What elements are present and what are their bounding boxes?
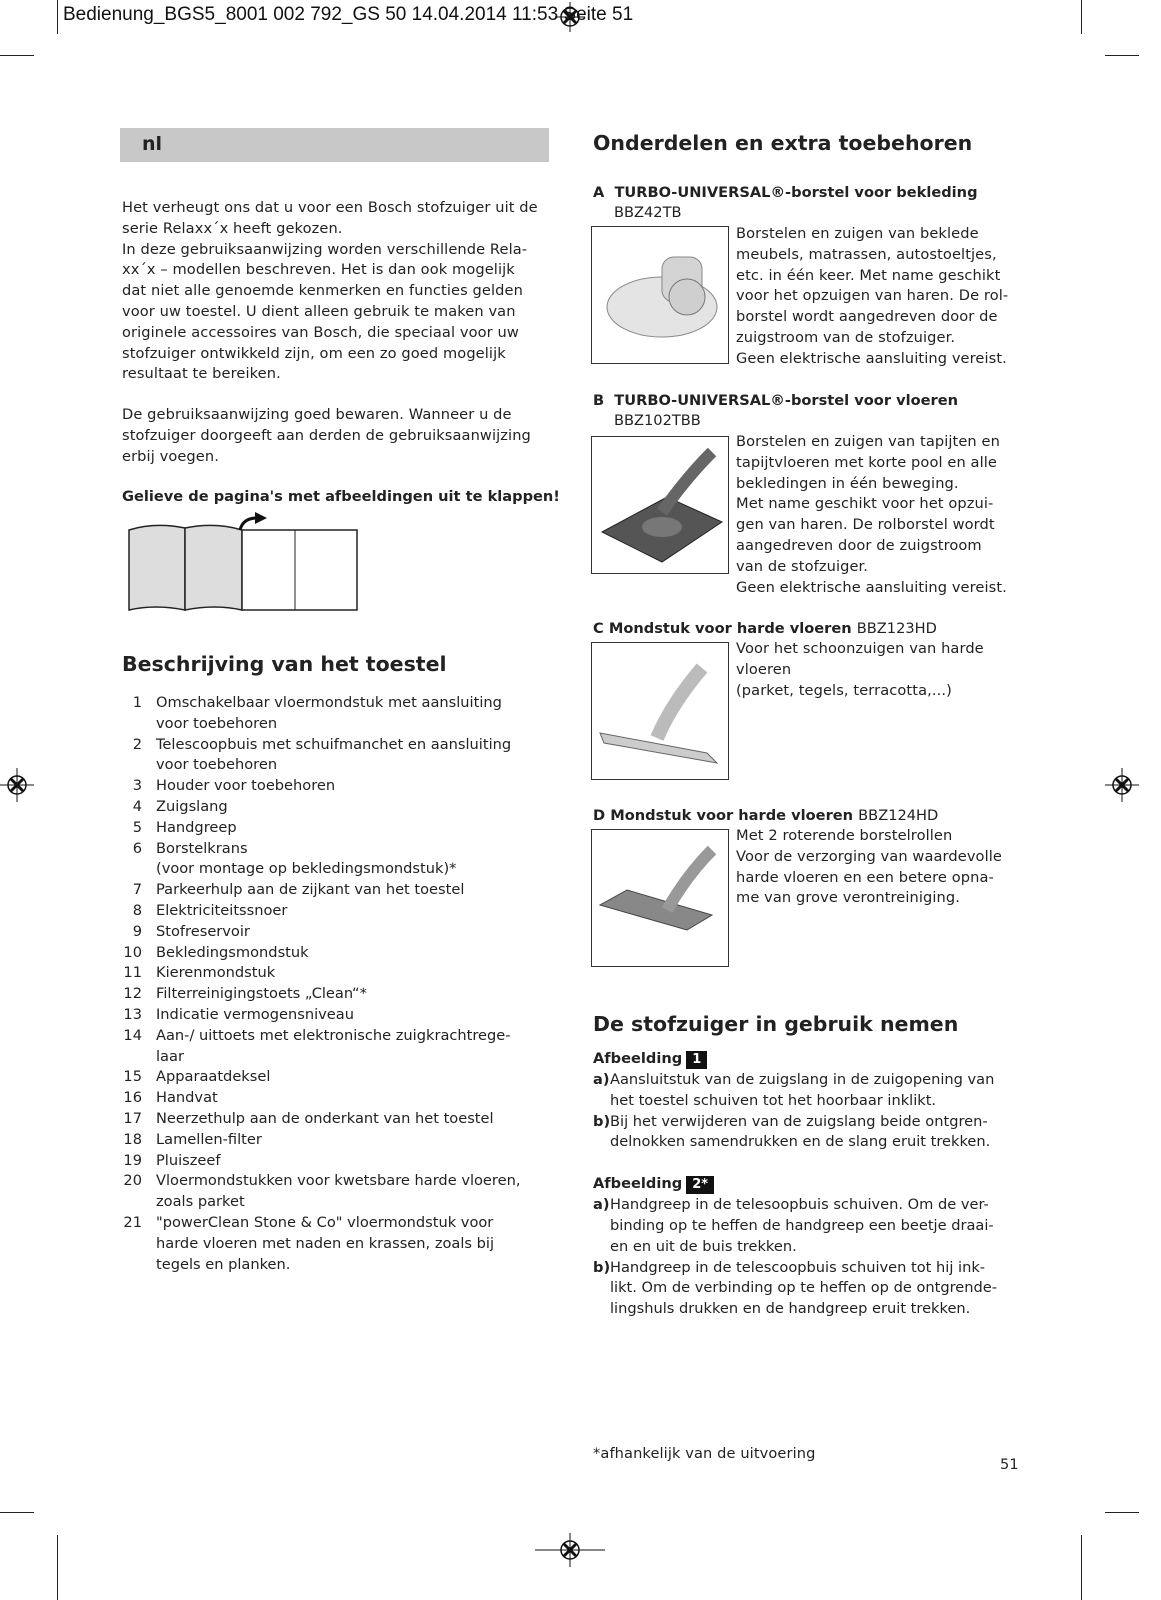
crop-mark [57,1535,58,1600]
print-header: Bedienung_BGS5_8001 002 792_GS 50 14.04.2014 11:53 Seite 51 [63,4,634,25]
list-item [122,797,552,818]
accessory-letter: B [593,392,605,409]
accessory-title [593,619,937,639]
item-text: Vloermondstukken voor kwetsbare harde vloeren, zoals parket [156,1172,521,1211]
item-number: 6 [132,839,142,857]
step-key: b) [593,1258,611,1276]
crop-mark [57,0,58,34]
accessory-image [591,829,729,967]
crop-mark [0,55,34,56]
figure-number-badge: 1 [686,1051,707,1069]
item-text: Houder voor toebehoren [156,777,336,795]
accessory-image [591,226,729,364]
item-number: 7 [132,881,142,899]
item-number: 3 [132,777,142,795]
accessory-name: TURBO-UNIVERSAL®-borstel voor bekleding [614,184,978,201]
item-number: 14 [123,1026,142,1044]
item-number: 15 [123,1068,142,1086]
list-item [122,943,552,964]
list-item [122,1067,552,1088]
step-text: Bij het verwijderen van de zuigslang beide ontgren- delnokken samendrukken en de slang eruit trekken. [610,1112,991,1151]
step [593,1112,1033,1154]
item-text: Parkeerhulp aan de zijkant van het toestel [156,881,465,899]
item-text: Filterreinigingstoets „Clean“* [156,985,367,1003]
list-item [122,839,552,881]
list-item [122,1088,552,1109]
item-number: 13 [123,1005,142,1023]
crop-mark [0,1512,34,1513]
accessory-description: Borstelen en zuigen van tapijten en tapijtvloeren met korte pool en alle bekledingen in één beweging. Met name geschikt voor het opzui- gen van haren. De rolborstel wordt aangedreven door de zuigstroom van de stofzuiger. Geen elektrische aansluiting vereist. [736,433,1007,596]
step-key: a) [593,1071,610,1088]
list-item [122,1026,552,1068]
registration-mark-icon [0,768,34,802]
item-text: Indicatie vermogensniveau [156,1005,354,1023]
step-key: b) [593,1112,611,1130]
list-item [122,818,552,839]
accessory-name: Mondstuk voor harde vloeren [608,620,852,637]
figure-heading [593,1048,1033,1070]
item-number: 17 [123,1109,142,1127]
language-bar [120,128,549,162]
step-text: Handgreep in de telescoopbuis schuiven tot hij ink- likt. Om de verbinding op te heffen op de ontgrende- lingshuls drukken en de handgreep eruit trekken. [610,1258,998,1318]
accessory-title [593,391,958,411]
item-number: 18 [123,1130,142,1148]
crop-mark [1081,0,1082,34]
crop-mark [1081,1535,1082,1600]
accessory-name: TURBO-UNIVERSAL®-borstel voor vloeren [614,392,959,409]
accessory-letter: C [593,620,604,637]
accessory-code: BBZ123HD [856,620,937,637]
registration-mark-icon [1105,768,1139,802]
item-text: Omschakelbaar vloermondstuk met aansluiting voor toebehoren [156,694,502,732]
step [593,1070,1033,1112]
crop-mark [1105,55,1139,56]
item-text: Stofreservoir [156,922,250,940]
item-number: 21 [123,1213,142,1231]
figure-instructions [593,1048,1033,1153]
list-item [122,901,552,922]
accessory-description: Met 2 roterende borstelrollen Voor de verzorging van waardevolle harde vloeren en een betere opna- me van grove verontreiniging. [736,827,1002,907]
item-text: "powerClean Stone & Co" vloermondstuk voor harde vloeren met naden en krassen, zoals bij tegels en planken. [156,1213,495,1273]
item-number: 9 [132,922,142,940]
list-item [122,1130,552,1151]
item-text: Lamellen-filter [156,1130,262,1148]
figure-number-badge: 2* [686,1176,714,1194]
item-number: 10 [123,943,142,961]
accessory-code: BBZ42TB [614,204,682,221]
registration-mark-icon [535,1533,605,1567]
item-text: Handgreep [156,818,237,836]
list-item [122,735,552,777]
item-text: Apparaatdeksel [156,1068,271,1086]
accessory-description: Borstelen en zuigen van beklede meubels, matrassen, autostoeltjes, etc. in één keer. Met name geschikt voor het opzuigen van haren. De rol- borstel wordt aangedreven door de zuigstroom van de stofzuiger. Geen elektrische aansluiting vereist. [736,225,1009,367]
item-number: 11 [123,964,142,982]
fold-out-pages-illustration [125,512,365,616]
item-text: Kierenmondstuk [156,964,276,982]
section-title: De stofzuiger in gebruik nemen [593,1012,959,1036]
item-number: 2 [132,735,142,753]
item-text: Zuigslang [156,797,228,815]
figure-heading [593,1173,1033,1195]
list-item [122,963,552,984]
item-text: Bekledingsmondstuk [156,943,309,961]
list-item [122,984,552,1005]
figure-label: Afbeelding [593,1175,683,1193]
crop-mark [1105,1512,1139,1513]
item-text: Handvat [156,1089,218,1107]
fold-notice: Gelieve de pagina's met afbeeldingen uit te klappen! [122,488,560,505]
list-item [122,922,552,943]
list-item [122,1151,552,1172]
language-tag: nl [142,133,163,155]
item-number: 5 [132,818,142,836]
item-number: 4 [132,797,142,815]
parts-list [122,693,552,1275]
item-text: Borstelkrans (voor montage op bekledingsmondstuk)* [156,839,457,878]
item-text: Telescoopbuis met schuifmanchet en aansluiting voor toebehoren [156,735,512,774]
figure-label: Afbeelding [593,1050,683,1067]
item-number: 1 [132,694,142,711]
step-key: a) [593,1196,610,1214]
item-text: Neerzethulp aan de onderkant van het toestel [156,1109,494,1127]
list-item [122,1213,552,1275]
step [593,1195,1033,1257]
list-item [122,1109,552,1130]
step-text: Aansluitstuk van de zuigslang in de zuigopening van het toestel schuiven tot het hoorbaar inklikt. [610,1071,995,1109]
usage-steps [593,1048,1033,1340]
accessory-image [591,436,729,574]
item-number: 8 [132,901,142,919]
accessory-description: Voor het schoonzuigen van harde vloeren (parket, tegels, terracotta,...) [736,640,984,699]
intro-paragraph: Het verheugt ons dat u voor een Bosch stofzuiger uit de serie Relaxx´x heeft gekozen. In deze gebruiksaanwijzing worden verschillende Rela- xx´x – modellen beschreven. Het is dan ook mogelijk dat niet alle genoemde kenmerken en functies gelden voor uw toestel. U dient alleen gebruik te maken van originele accessoires van Bosch, die speciaal voor uw stofzuiger ontwikkeld zijn, om een zo goed mogelijk resultaat te bereiken. [122,199,538,383]
step [593,1258,1033,1320]
accessory-image [591,642,729,780]
accessory-name: Mondstuk voor harde vloeren [610,807,854,824]
accessory-code: BBZ124HD [858,807,939,824]
item-number: 19 [123,1151,142,1169]
accessory-title [593,183,978,203]
section-title: Beschrijving van het toestel [122,652,447,676]
list-item [122,776,552,797]
list-item [122,1005,552,1026]
item-number: 20 [123,1172,142,1190]
item-text: Elektriciteitssnoer [156,901,288,919]
item-number: 16 [123,1089,142,1107]
accessory-title [593,806,938,826]
page-number: 51 [1000,1456,1019,1473]
item-text: Pluiszeef [156,1151,221,1169]
footnote: *afhankelijk van de uitvoering [593,1445,816,1462]
accessory-code: BBZ102TBB [614,412,701,429]
intro-paragraph: De gebruiksaanwijzing goed bewaren. Wanneer u de stofzuiger doorgeeft aan derden de gebruiksaanwijzing erbij voegen. [122,406,531,465]
list-item [122,1171,552,1213]
list-item [122,880,552,901]
section-title: Onderdelen en extra toebehoren [593,131,973,155]
accessory-letter: A [593,184,605,201]
figure-instructions [593,1173,1033,1320]
item-number: 12 [123,985,142,1003]
step-text: Handgreep in de telesoopbuis schuiven. Om de ver- binding op te heffen de handgreep een beetje draai- en en uit de buis trekken. [610,1196,994,1255]
accessory-letter: D [593,807,606,824]
item-text: Aan-/ uittoets met elektronische zuigkrachtrege- laar [156,1026,511,1065]
list-item [122,693,552,735]
